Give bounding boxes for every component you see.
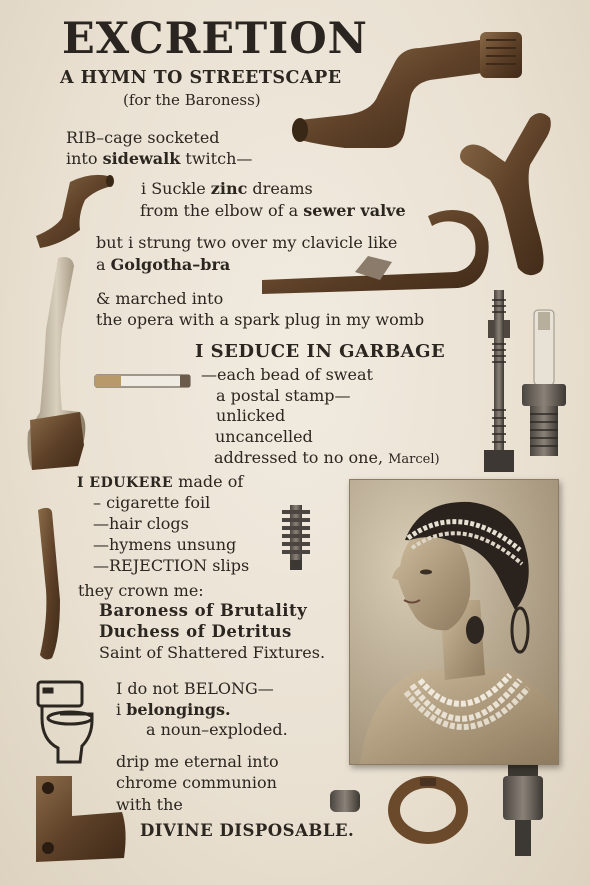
poem-line-30: DIVINE DISPOSABLE. (140, 821, 355, 840)
poem-line-3: i Suckle zinc dreams (141, 179, 313, 198)
poem-line-15: I EDUKERE made of (77, 472, 244, 491)
poem-title: EXCRETION (62, 14, 368, 64)
nut-icon (330, 790, 360, 812)
poem-line-11: a postal stamp— (216, 386, 351, 405)
poem-line-10: —each bead of sweat (201, 365, 373, 384)
poem-line-7: & marched into (96, 289, 224, 308)
poem-line-4: from the elbow of a sewer valve (140, 201, 406, 220)
poem-line-5: but i strung two over my clavicle like (96, 233, 398, 252)
poem-line-9: I SEDUCE IN GARBAGE (195, 341, 446, 362)
poem-subtitle: A HYMN TO STREETSCAPE (60, 68, 342, 88)
poem-line-18: —hymens unsung (93, 535, 237, 554)
ring-icon (394, 778, 462, 838)
poem-line-28: chrome communion (116, 773, 277, 792)
poem-line-13: uncancelled (215, 427, 313, 446)
poem-line-29: with the (116, 795, 183, 814)
j-hook-pipe-icon (262, 210, 489, 294)
poem-line-25: i belongings. (116, 700, 231, 719)
baroness-photo (349, 479, 559, 765)
poem-line-27: drip me eternal into (116, 752, 279, 771)
dedication: (for the Baroness) (123, 91, 261, 109)
poem-line-12: unlicked (216, 406, 286, 425)
poem-line-1: RIB–cage socketed (66, 128, 220, 147)
poem-line-16: – cigarette foil (93, 493, 211, 512)
poem-line-8: the opera with a spark plug in my womb (96, 310, 425, 329)
bent-pipe-icon (36, 175, 114, 248)
rusty-bar-icon (38, 508, 60, 660)
spring-icon (282, 505, 310, 570)
poem-line-22: Duchess of Detritus (99, 622, 292, 641)
poem-line-19: —REJECTION slips (93, 556, 250, 575)
cigarette-icon (95, 375, 190, 387)
poem-line-17: —hair clogs (93, 514, 189, 533)
poem-line-20: they crown me: (78, 581, 204, 600)
portrait-illustration (350, 480, 558, 764)
bracket-icon (36, 776, 126, 862)
poem-line-6: a Golgotha–bra (96, 255, 231, 274)
pipe-elbow-icon (292, 32, 522, 148)
spark-plug-icon (522, 310, 566, 456)
poem-line-14: addressed to no one, Marcel) (214, 448, 440, 467)
y-pipe-icon (460, 113, 551, 275)
bone-pipe-icon (28, 257, 86, 470)
poem-line-24: I do not BELONG— (116, 679, 274, 698)
poem-line-2: into sidewalk twitch— (66, 149, 253, 168)
poem-line-26: a noun–exploded. (146, 720, 288, 739)
toilet-icon (38, 682, 92, 762)
bolt-icon (484, 290, 514, 472)
poem-line-21: Baroness of Brutality (99, 601, 308, 620)
poem-line-23: Saint of Shattered Fixtures. (99, 643, 326, 662)
